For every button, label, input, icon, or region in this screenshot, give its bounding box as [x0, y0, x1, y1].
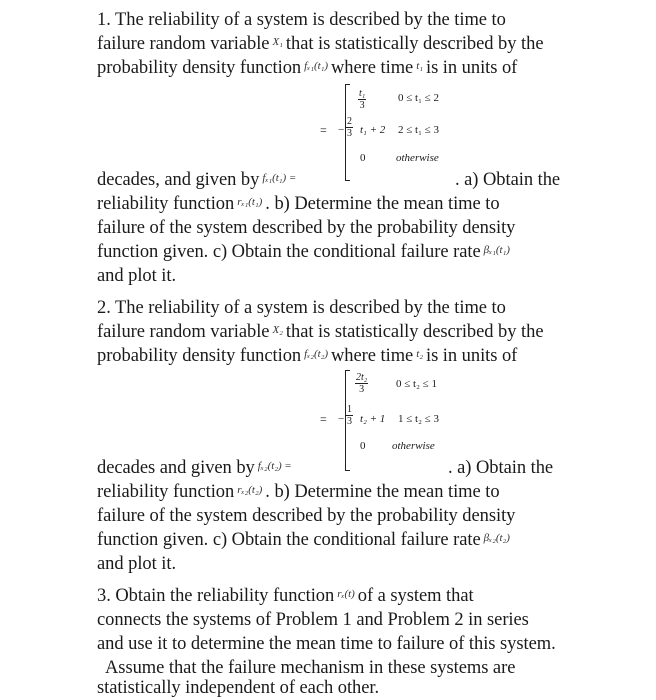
p1-line-7: function given. c) Obtain the conditional failure rate $^{\beta_{x1}(t_1)}$: [97, 240, 513, 266]
p1-line-1: 1. The reliability of a system is described by the time to: [97, 10, 506, 30]
p3-line-1: 3. Obtain the reliability function $^{r_x(t)}$ of a system that: [97, 586, 474, 606]
p1-line-3: probability density function $^{f_{x1}(t_1)}$ where time $^{t_1}$ is in units of: [97, 58, 518, 78]
math-pdf1-eq: fₓ₁(t₁) =: [262, 172, 297, 184]
math-t1: t₁: [416, 60, 423, 72]
p2-line-5: reliability function $^{r_{x2}(t_2)}$ . b) Determine the mean time to: [97, 482, 500, 502]
p1-line-6: failure of the system described by the probability density: [97, 218, 516, 238]
p1-line-2: failure random variable $^{X_1}$ that is statistically described by the: [97, 34, 544, 54]
math-r2: rₓ₂(t₂): [237, 484, 263, 496]
math-x1: X₁: [272, 36, 283, 48]
math-x2: X₂: [272, 324, 283, 336]
p2-line-1: 2. The reliability of a system is described by the time to: [97, 298, 506, 318]
math-pdf2: fₓ₂(t₂): [304, 348, 328, 360]
p2-line-4-end: . a) Obtain the: [448, 458, 554, 478]
p3-line-3: and use it to determine the mean time to failure of this system.: [97, 634, 556, 654]
math-beta1: βₓ₁(t₁): [483, 244, 510, 256]
math-rx: rₓ(t): [337, 588, 355, 600]
p2-line-8: and plot it.: [97, 554, 177, 574]
math-pdf2-eq: fₓ₂(t₂) =: [257, 460, 292, 472]
math-beta2: βₓ₂(t₂): [483, 532, 510, 544]
p2-line-7: function given. c) Obtain the conditional failure rate $^{\beta_{x2}(t_2)}$: [97, 528, 513, 554]
p2-line-4: decades and given by $^{f_{x2}(t_2) =}$: [97, 456, 295, 482]
problem-sheet: 1. The reliability of a system is described by the time to failure random variable $^{X_1}$ that is statistically described by the probability density function $^{f_{x1}(t_1)}$ where time $^{t_1}$ is in units of = $\frac{\text{t₁}}{3}$ 0 ≤ t₁ ≤ 2 − $\frac{2}{3}$ t₁ + 2 2 ≤ t₁ ≤ 3 0 otherwise decades, and given by $^{f_{x1}(t_1) =}$ . a) Obtain the reliability function $^{r_{x1}(t_1)}$ . b) Determine the mean time to failure of the system described by the probability density function given. c) Obtain the conditional failure rate $^{\beta_{x1}(t_1)}$ and plot it. 2. The reliability of a system is described by the time to failure random variable $^{X_2}$ that is statistically described by the probability density function $^{f_{x2}(t_2)}$ where time $^{t_2}$ is in units of = $\frac{\text{2t₂}}{3}$ 0 ≤ t₂ ≤ 1 − $\frac{1}{3}$ t₂ + 1 1 ≤ t₂ ≤ 3 0 otherwise decades and given by $^{f_{x2}(t_2) =}$ . a) Obtain the reliability function $^{r_{x2}(t_2)}$ . b) Determine the mean time to failure of the system described by the probability density function given. c) Obtain the conditional failure rate $^{\beta_{x2}(t_2)}$ and plot it. 3. Obtain the reliability function $^{r_x(t)}$ of a system that connects the systems of Problem 1 and Problem 2 in series and use it to determine the mean time to failure of this system. Assume that the failure mechanism in these systems are statistically independent of each other.: [97, 10, 561, 698]
p3-line-2: connects the systems of Problem 1 and Problem 2 in series: [97, 610, 529, 630]
math-t2: t₂: [416, 348, 423, 360]
p2-line-2: failure random variable $^{X_2}$ that is statistically described by the: [97, 322, 544, 342]
p1-line-4: decades, and given by $^{f_{x1}(t_1) =}$: [97, 168, 299, 194]
p1-line-8: and plot it.: [97, 266, 177, 286]
math-r1: rₓ₁(t₁): [237, 196, 263, 208]
p2-line-3: probability density function $^{f_{x2}(t_2)}$ where time $^{t_2}$ is in units of: [97, 346, 518, 366]
p1-line-4-end: . a) Obtain the: [455, 170, 561, 190]
p2-line-6: failure of the system described by the probability density: [97, 506, 516, 526]
p3-line-4: Assume that the failure mechanism in these systems are: [105, 658, 516, 678]
p1-line-5: reliability function $^{r_{x1}(t_1)}$ . b) Determine the mean time to: [97, 194, 500, 214]
p3-line-5: statistically independent of each other.: [97, 678, 380, 698]
math-pdf1: fₓ₁(t₁): [304, 60, 328, 72]
